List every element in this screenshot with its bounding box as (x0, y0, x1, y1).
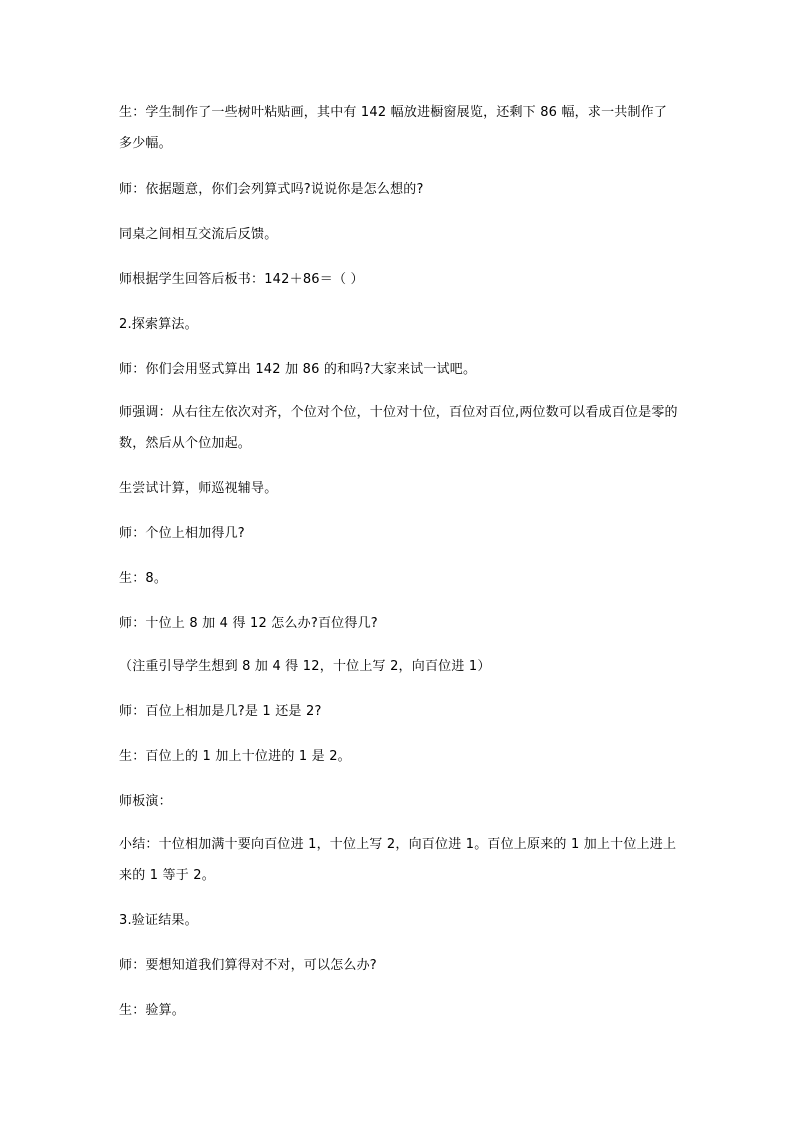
paragraph-summary: 小结：十位相加满十要向百位进 1，十位上写 2，向百位进 1。百位上原来的 1 加上十位上进上来的 1 等于 2。 (119, 837, 677, 883)
paragraph-teacher-vertical: 师：你们会用竖式算出 142 加 86 的和吗?大家来试一试吧。 (119, 362, 477, 377)
paragraph-ones-answer: 生：8。 (119, 571, 168, 586)
paragraph-student-problem: 生：学生制作了一些树叶粘贴画，其中有 142 幅放进橱窗展览，还剩下 86 幅，求一共制作了多少幅。 (119, 105, 668, 151)
paragraph-teacher-question: 师：依据题意，你们会列算式吗?说说你是怎么想的? (119, 182, 424, 197)
paragraph-hundreds-answer: 生：百位上的 1 加上十位进的 1 是 2。 (119, 749, 351, 764)
paragraph-tens-question: 师：十位上 8 加 4 得 12 怎么办?百位得几? (119, 616, 378, 631)
paragraph-teacher-emphasis: 师强调：从右往左依次对齐，个位对个位，十位对十位，百位对百位,两位数可以看成百位是零的数，然后从个位加起。 (119, 405, 678, 451)
paragraph-discussion: 同桌之间相互交流后反馈。 (119, 227, 278, 242)
paragraph-guidance-note: （注重引导学生想到 8 加 4 得 12，十位上写 2，向百位进 1） (119, 659, 491, 674)
paragraph-student-try: 生尝试计算，师巡视辅导。 (119, 481, 278, 496)
paragraph-board-demo: 师板演： (119, 794, 172, 809)
paragraph-verify-answer: 生：验算。 (119, 1003, 186, 1018)
paragraph-hundreds-question: 师：百位上相加是几?是 1 还是 2? (119, 704, 322, 719)
paragraph-verify-question: 师：要想知道我们算得对不对，可以怎么办? (119, 958, 377, 973)
paragraph-board-writing: 师根据学生回答后板书：142＋86＝（ ） (119, 272, 364, 287)
paragraph-ones-question: 师：个位上相加得几? (119, 526, 245, 541)
section-heading-explore: 2.探索算法。 (119, 317, 198, 332)
section-heading-verify: 3.验证结果。 (119, 913, 198, 928)
